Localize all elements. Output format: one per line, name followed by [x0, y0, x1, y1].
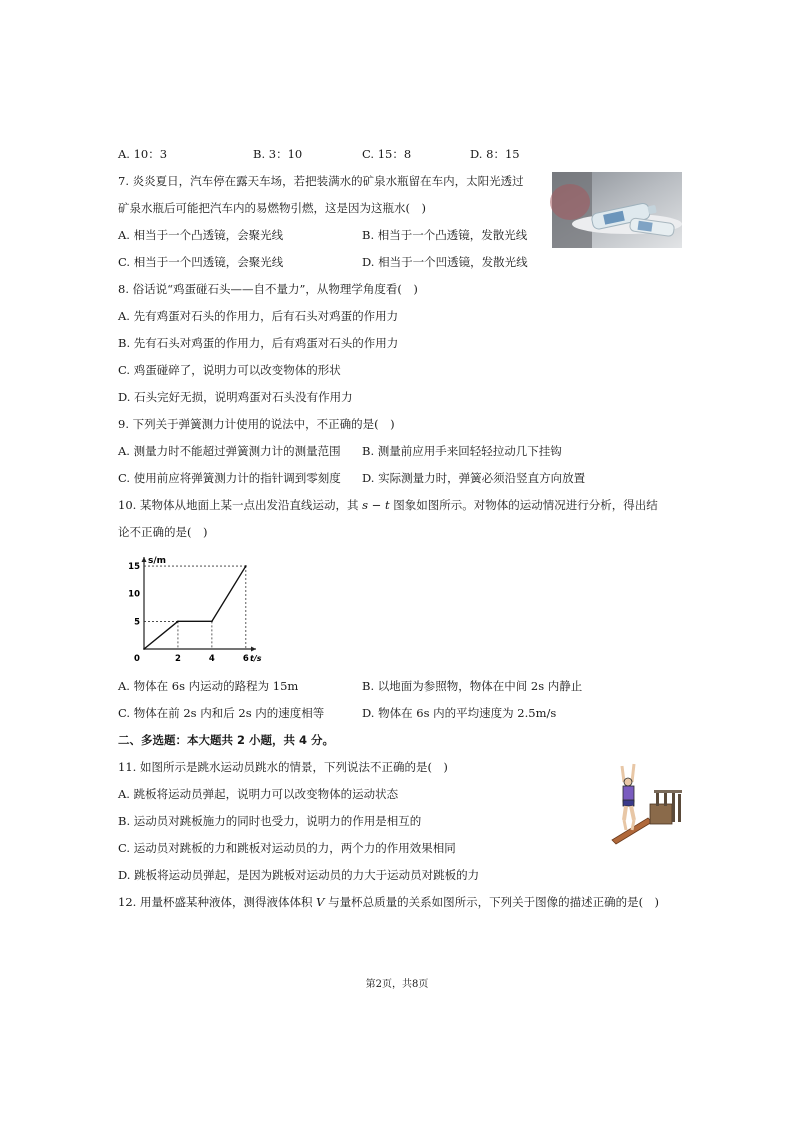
q6-option-b: B. 3：10	[253, 147, 303, 161]
q9-option-c: C. 使用前应将弹簧测力计的指针调到零刻度	[118, 471, 341, 485]
q10-option-d: D. 物体在 6s 内的平均速度为 2.5m/s	[362, 706, 557, 720]
y-axis-label: s/m	[148, 556, 167, 566]
q9-option-a: A. 测量力时不能超过弹簧测力计的测量范围	[118, 444, 341, 458]
q9-option-b: B. 测量前应用手来回轻轻拉动几下挂钩	[362, 444, 562, 458]
q10-stem-part1: 10. 某物体从地面上某一点出发沿直线运动，其	[118, 498, 363, 512]
x-tick-label: 2	[174, 654, 181, 664]
q12-stem	[118, 895, 659, 909]
q8-option-b: B. 先有石头对鸡蛋的作用力，后有鸡蛋对石头的作用力	[118, 336, 399, 350]
q9-option-d: D. 实际测量力时，弹簧必须沿竖直方向放置	[362, 471, 586, 485]
q11-option-d: D. 跳板将运动员弹起，是因为跳板对运动员的力大于运动员对跳板的力	[118, 868, 480, 882]
q12-stem-variable: V	[316, 895, 325, 909]
q7-option-a: A. 相当于一个凸透镜，会聚光线	[118, 228, 284, 242]
q7-option-d: D. 相当于一个凹透镜，发散光线	[362, 255, 528, 269]
q7-option-b: B. 相当于一个凸透镜，发散光线	[362, 228, 528, 242]
page-footer: 第2页，共8页	[365, 979, 429, 990]
q7-option-c: C. 相当于一个凹透镜，会聚光线	[118, 255, 284, 269]
section-heading-multiple-choice: 二、多选题：本大题共 2 小题，共 4 分。	[118, 733, 335, 747]
data-point	[245, 565, 247, 567]
q8-option-c: C. 鸡蛋碰碎了，说明力可以改变物体的形状	[118, 363, 341, 377]
s-t-graph	[120, 553, 260, 665]
x-tick-label: 4	[208, 654, 215, 664]
q10-stem-line1	[118, 498, 658, 512]
q11-option-b: B. 运动员对跳板施力的同时也受力，说明力的作用是相互的	[118, 814, 422, 828]
q10-stem-line2: 论不正确的是( )	[118, 525, 208, 539]
x-tick-label: 0	[134, 654, 140, 664]
q11-stem: 11. 如图所示是跳水运动员跳水的情景，下列说法不正确的是( )	[118, 760, 448, 774]
x-axis-label: t/s	[250, 654, 262, 663]
y-tick-label: 10	[128, 589, 140, 600]
q10-option-a: A. 物体在 6s 内运动的路程为 15m	[118, 679, 299, 693]
q8-stem: 8. 俗话说“鸡蛋碰石头——自不量力”，从物理学角度看( )	[118, 282, 418, 296]
q6-option-a: A. 10：3	[118, 147, 168, 161]
q12-stem-part1: 12. 用量杯盛某种液体，测得液体体积	[118, 895, 317, 909]
q11-option-c: C. 运动员对跳板的力和跳板对运动员的力，两个力的作用效果相同	[118, 841, 456, 855]
water-bottle-photo	[552, 172, 682, 248]
q6-option-d: D. 8：15	[470, 147, 520, 161]
q6-option-c: C. 15：8	[362, 147, 412, 161]
q7-stem-line2: 矿泉水瓶后可能把汽车内的易燃物引燃，这是因为这瓶水( )	[118, 201, 426, 215]
y-tick-label: 5	[134, 617, 140, 628]
q10-option-b: B. 以地面为参照物，物体在中间 2s 内静止	[362, 679, 583, 693]
q10-stem-variable: s − t	[362, 498, 390, 512]
data-point	[177, 620, 179, 622]
q9-stem: 9. 下列关于弹簧测力计使用的说法中，不正确的是( )	[118, 417, 395, 431]
q8-option-a: A. 先有鸡蛋对石头的作用力，后有石头对鸡蛋的作用力	[118, 309, 399, 323]
q11-option-a: A. 跳板将运动员弹起，说明力可以改变物体的运动状态	[118, 787, 399, 801]
q12-stem-part2: 与量杯总质量的关系如图所示，下列关于图像的描述正确的是( )	[324, 895, 660, 909]
data-point	[211, 620, 213, 622]
q8-option-d: D. 石头完好无损，说明鸡蛋对石头没有作用力	[118, 390, 353, 404]
series-line	[144, 566, 246, 649]
q10-option-c: C. 物体在前 2s 内和后 2s 内的速度相等	[118, 706, 325, 720]
q10-stem-part2: 图象如图所示。对物体的运动情况进行分析，得出结	[389, 498, 658, 512]
x-axis-arrow	[251, 647, 256, 652]
y-axis-arrow	[142, 557, 147, 562]
data-point	[143, 648, 145, 650]
diver-illustration	[608, 760, 688, 844]
q7-stem-line1: 7. 炎炎夏日，汽车停在露天车场，若把装满水的矿泉水瓶留在车内，太阳光透过	[118, 174, 524, 188]
x-tick-label: 6	[242, 654, 249, 664]
y-tick-label: 15	[128, 562, 140, 573]
